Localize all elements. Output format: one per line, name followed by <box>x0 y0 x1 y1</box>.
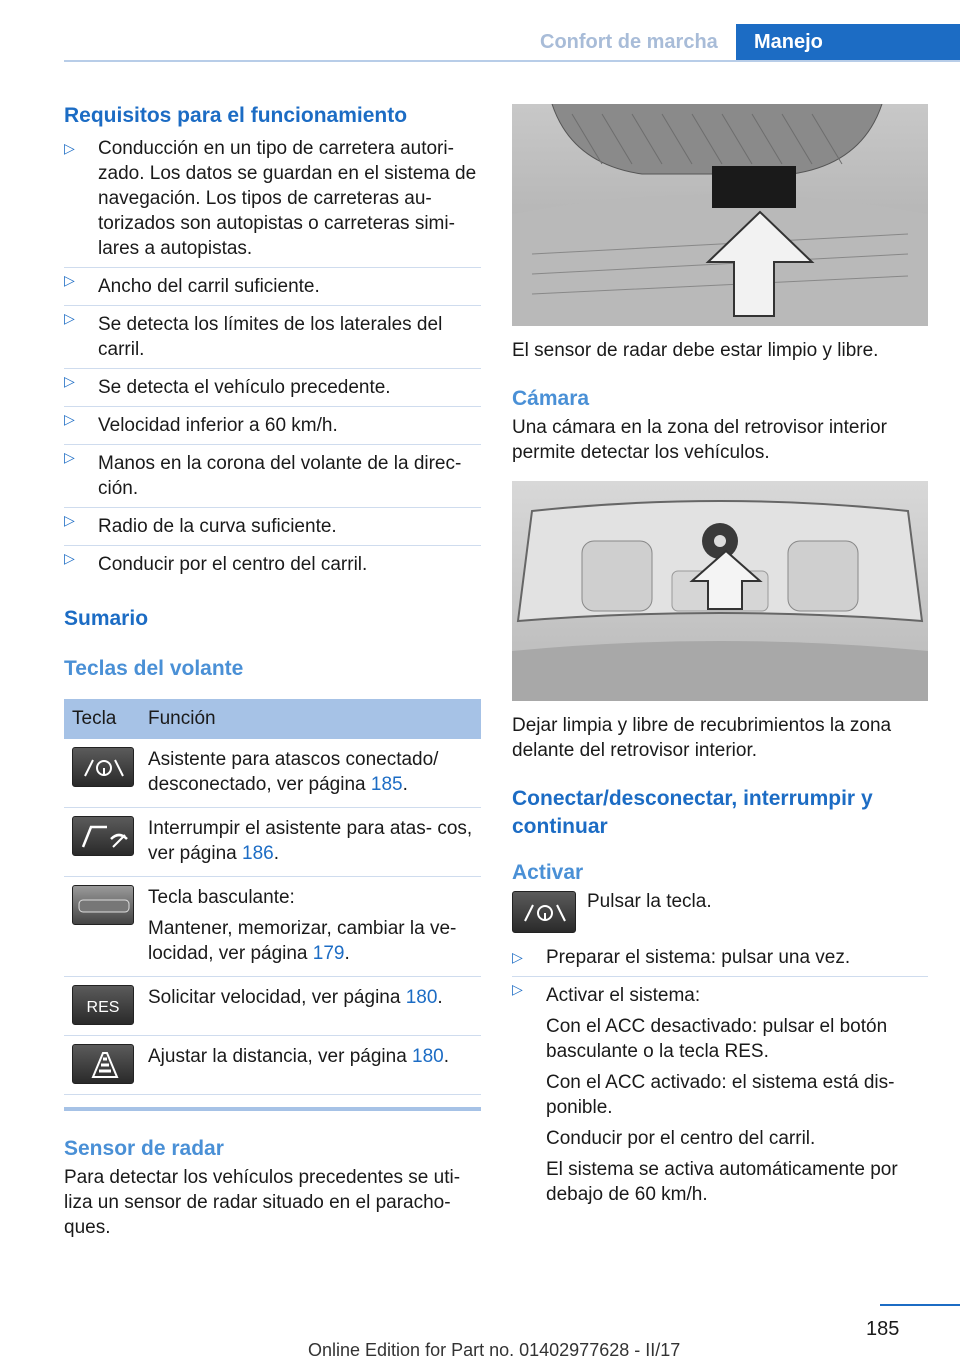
right-column <box>512 104 928 1213</box>
table-cell: Interrumpir el asistente para atas‐ cos, ver página 186. <box>140 808 481 877</box>
page-link[interactable]: 185 <box>370 774 403 795</box>
table-header-funcion: Función <box>140 699 481 739</box>
list-item: ▷ Se detecta el vehículo precedente. <box>64 368 481 406</box>
requisitos-heading: Requisitos para el funcionamiento <box>64 104 408 127</box>
table-row <box>64 808 481 877</box>
table-row <box>64 1036 481 1095</box>
radar-sensor-image <box>512 104 928 326</box>
table-header-tecla: Tecla <box>64 699 140 739</box>
camara-heading: Cámara <box>512 387 590 410</box>
table-cell: Asistente para atascos conectado/ desconectado, ver página 185. <box>140 739 481 808</box>
page-link[interactable]: 179 <box>312 943 345 964</box>
sumario-heading: Sumario <box>64 607 149 630</box>
rocker-switch-icon <box>72 885 134 925</box>
activar-text: Pulsar la tecla. <box>587 891 712 912</box>
table-end-rule <box>64 1107 481 1111</box>
header-section-title: Confort de marcha <box>540 31 718 53</box>
triangle-bullet-icon: ▷ <box>64 373 75 389</box>
list-item: ▷ Se detecta los límites de los laterales del carril. <box>64 305 481 368</box>
list-item: ▷ Radio de la curva suficiente. <box>64 507 481 545</box>
table-row <box>64 977 481 1036</box>
radar-caption: El sensor de radar debe estar limpio y libre. <box>512 340 879 361</box>
camara-caption: Dejar limpia y libre de recubrimientos la zona delante del retrovisor interior. <box>512 715 892 761</box>
edition-line: Online Edition for Part no. 01402977628 - II/17 <box>308 1340 681 1360</box>
page-link[interactable]: 186 <box>242 843 274 864</box>
radar-text: Para detectar los vehículos precedentes se uti‐ liza un sensor de radar situado en el paracho‐ ques. <box>64 1167 461 1238</box>
steering-assist-interrupt-icon <box>72 816 134 856</box>
list-item: ▷ Conducción en un tipo de carretera autori‐ zado. Los datos se guardan en el sistema de navegación. Los tipos de carreteras au‐ torizados son autopistas o carreteras simi‐ lares a autopistas. <box>64 138 477 259</box>
list-item: ▷ Ancho del carril suficiente. <box>64 267 481 305</box>
conectar-heading: Conectar/desconectar, interrumpir y continuar <box>512 787 873 838</box>
triangle-bullet-icon: ▷ <box>64 310 75 326</box>
footer-rule <box>880 1304 960 1306</box>
triangle-bullet-icon: ▷ <box>64 272 75 288</box>
camera-image <box>512 481 928 701</box>
left-column <box>64 102 481 1240</box>
triangle-bullet-icon: ▷ <box>64 449 75 465</box>
table-row <box>64 739 481 808</box>
list-subitem: Conducir por el centro del carril. <box>546 1128 816 1149</box>
table-row <box>64 877 481 977</box>
header-rule <box>64 60 960 62</box>
triangle-bullet-icon: ▷ <box>512 949 523 965</box>
res-button-icon: RES <box>72 985 134 1025</box>
triangle-bullet-icon: ▷ <box>512 981 523 997</box>
requisitos-list <box>64 136 481 583</box>
table-cell: Ajustar la distancia, ver página 180. <box>140 1036 481 1095</box>
keys-table <box>64 699 481 1095</box>
list-item: ▷ Activar el sistema: Con el ACC desactivado: pulsar el botón basculante o la tecla RES. Con el ACC activado: el sistema está dis‐ ponible. Conducir por el centro del carril. El sistema se activa automáticamente por debajo de 60 km/h. <box>512 976 928 1213</box>
list-item: ▷ Manos en la corona del volante de la direc‐ ción. <box>64 444 481 507</box>
table-cell: Tecla basculante: Mantener, memorizar, cambiar la ve‐ locidad, ver página 179. <box>140 877 481 977</box>
distance-button-icon <box>72 1044 134 1084</box>
table-cell: Solicitar velocidad, ver página 180. <box>140 977 481 1036</box>
camara-text: Una cámara en la zona del retrovisor interior permite detectar los vehículos. <box>512 417 887 463</box>
table-header-row <box>64 699 481 739</box>
triangle-bullet-icon: ▷ <box>64 140 75 156</box>
activar-heading: Activar <box>512 861 584 884</box>
triangle-bullet-icon: ▷ <box>64 550 75 566</box>
teclas-subheading: Teclas del volante <box>64 657 244 680</box>
steering-assist-icon <box>512 891 576 933</box>
list-subitem: Con el ACC activado: el sistema está dis‐ ponible. <box>546 1072 895 1118</box>
list-item: ▷ Velocidad inferior a 60 km/h. <box>64 406 481 444</box>
activar-row <box>512 889 928 935</box>
steering-assist-icon <box>72 747 134 787</box>
list-subitem: El sistema se activa automáticamente por debajo de 60 km/h. <box>546 1159 898 1205</box>
list-item: ▷ Preparar el sistema: pulsar una vez. <box>512 947 851 968</box>
list-subitem: Con el ACC desactivado: pulsar el botón basculante o la tecla RES. <box>546 1016 888 1062</box>
conectar-list <box>512 945 928 1213</box>
header-chapter-tab: Manejo <box>736 24 960 62</box>
triangle-bullet-icon: ▷ <box>64 411 75 427</box>
radar-heading: Sensor de radar <box>64 1137 224 1160</box>
page-link[interactable]: 180 <box>412 1046 444 1067</box>
page-number: 185 <box>866 1318 900 1340</box>
page-link[interactable]: 180 <box>405 987 438 1008</box>
list-item: ▷ Conducir por el centro del carril. <box>64 545 481 583</box>
triangle-bullet-icon: ▷ <box>64 512 75 528</box>
